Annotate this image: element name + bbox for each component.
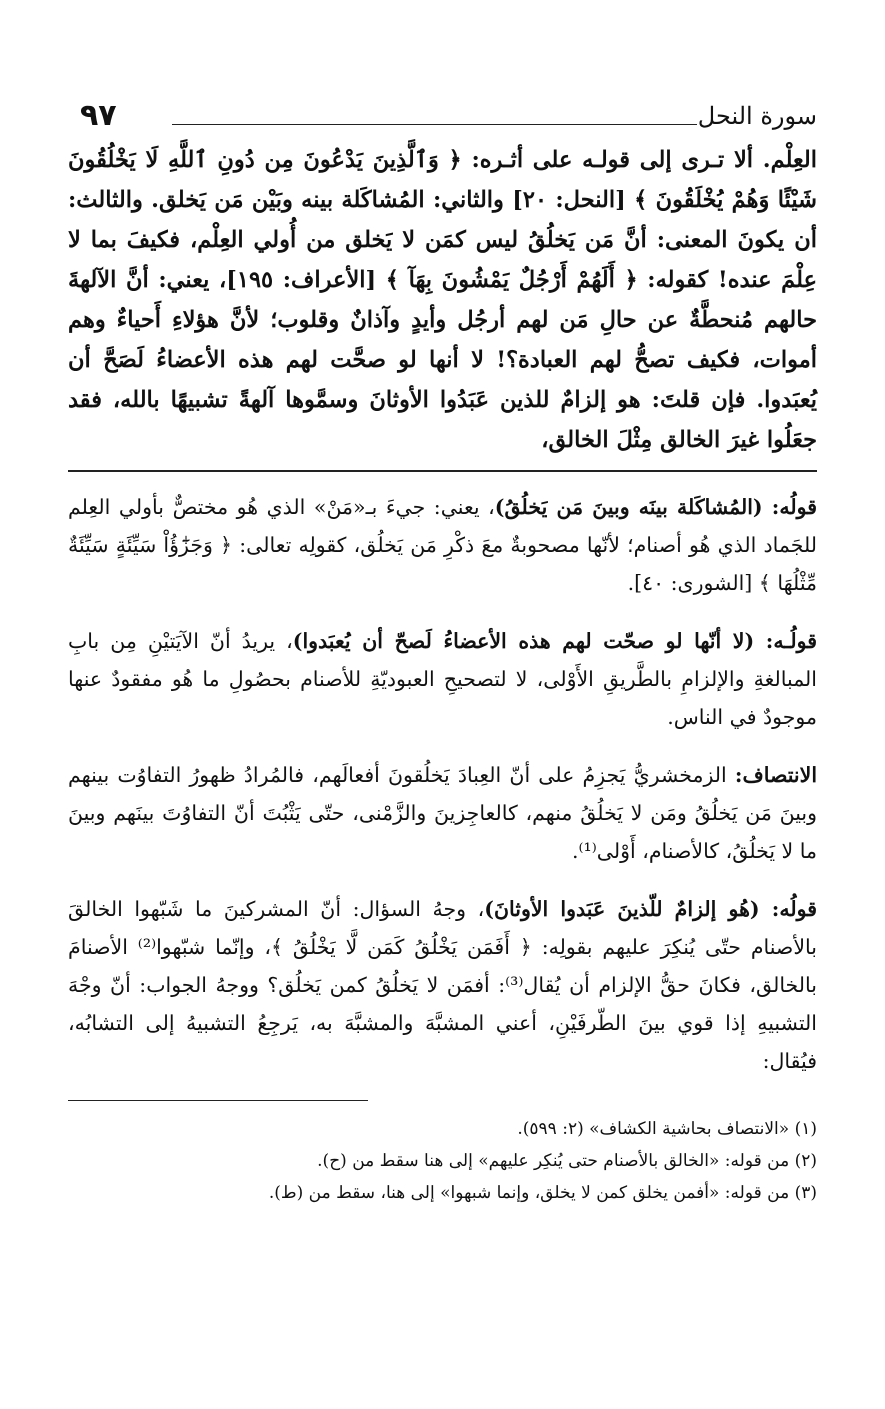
footnote-2: (٢) من قوله: «الخالق بالأصنام حتى يُنكِر عليهم» إلى هنا سقط من (ح). <box>317 1151 817 1171</box>
section-lead: قولُـه: (لا أنّها لو صحّت لهم هذه الأعضاءُ لَصحّ أن يُعبَدوا) <box>292 629 817 653</box>
main-commentary-text: العِلْم. ألا تـرى إلى قولـه على أثـره: ﴿ وَٱلَّذِينَ يَدْعُونَ مِن دُونِ ٱللَّهِ لَا يَخْلُقُونَ شَيْئًا وَهُمْ يُخْلَقُونَ ﴾ [النحل: ٢٠] والثاني: المُشاكَلة بينه وبَيْن مَن يَخلق. والثالث: أن يكونَ المعنى: أنَّ مَن يَخلُقُ ليس كمَن لا يَخلق من أُولي العِلْم، فكيفَ بما لا عِلْمَ عنده! كقوله: ﴿ أَلَهُمْ أَرْجُلٌ يَمْشُونَ بِهَآ ﴾ [الأعراف: ١٩٥]، يعني: أنَّ الآلهةَ حالهم مُنحطَّةٌ عن حالِ مَن لهم أرجُل وأيدٍ وآذانٌ وقلوب؛ لأنَّ هؤلاءِ أَحياءٌ وهم أموات، فكيف تصحُّ لهم العبادة؟! لا أنها لو صحَّت لهم هذه الأعضاءُ لَصَحَّ أن يُعبَدوا. فإن قلتَ: هو إلزامٌ للذين عَبَدُوا الأوثانَ وسمَّوها آلهةً تشبيهًا بالله، فقد جعَلُوا غيرَ الخالق مِثْلَ الخالق، <box>68 140 817 472</box>
running-header <box>68 92 817 140</box>
section-mushakala <box>68 488 817 602</box>
section-body: الزمخشريُّ يَجزِمُ على أنّ العِبادَ يَخلُقونَ أفعالَهم، فالمُرادُ ظهورُ التفاوُت بينهم وبينَ مَن يَخلُقُ ومَن لا يَخلُقُ منهم، كالعاجِزينَ والزَّمْنى، حتّى يَثْبُتَ أنّ التفاوُتَ بينَهم وبينَ ما لا يَخلُقُ، كالأصنام، أَوْلى⁽¹⁾. <box>68 763 817 863</box>
section-body: ، يعني: جيءَ بـ«مَنْ» الذي هُو مختصٌّ بأولي العِلم للجَماد الذي هُو أصنام؛ لأنّها مصحوبةٌ معَ ذكْرِ مَن يَخلُق، كقولِه تعالى: ﴿ وَجَزَٰٓؤُاْ سَيِّئَةٍ سَيِّئَةٌ مِّثْلُهَا ﴾ [الشورى: ٤٠]. <box>68 495 817 595</box>
footnote-3: (٣) من قوله: «أفمن يخلق كمن لا يخلق، وإنما شبهوا» إلى هنا، سقط من (ط). <box>268 1183 817 1203</box>
header-rule <box>172 124 697 125</box>
section-aadaa <box>68 622 817 736</box>
page-number: ٩٧ <box>80 98 117 133</box>
section-lead: الانتصاف: <box>734 763 818 787</box>
section-intisaf <box>68 756 817 870</box>
section-lead: قولُه: (المُشاكَلة بينَه وبينَ مَن يَخلُقُ) <box>494 495 817 519</box>
footnotes <box>68 1113 817 1209</box>
section-body: ، يريدُ أنّ الآيَتيْنِ مِن بابِ المبالغةِ والإلزامِ بالطَّريقِ الأَوْلى، لا لتصحيحِ العبوديّةِ للأصنام بحصُولِ ما هُو مفقودٌ عنها موجودٌ في الناس. <box>68 629 817 729</box>
footnote-1: (١) «الانتصاف بحاشية الكشاف» (٢: ٥٩٩). <box>517 1119 817 1139</box>
book-page <box>68 92 817 1209</box>
section-lead: قولُه: (هُو إلزامٌ للّذينَ عَبَدوا الأوثانَ) <box>484 897 817 921</box>
section-body: ، وجهُ السؤال: أنّ المشركينَ ما شَبّهوا الخالقَ بالأصنام حتّى يُنكِرَ عليهم بقولِه: ﴿ أَفَمَن يَخْلُقُ كَمَن لَّا يَخْلُقُ ﴾، وإنّما شبّهوا⁽²⁾ الأصنامَ بالخالق، فكانَ حقُّ الإلزام أن يُقال⁽³⁾: أفمَن لا يَخلُقُ كمن يَخلُق؟ ووجهُ الجواب: أنّ وجْهَ التشبيهِ إذا قوي بينَ الطّرفَيْنِ، أعني المشبَّهَ والمشبَّهَ به، يَرجِعُ التشبيهُ إلى التشابُه، فيُقال: <box>68 897 817 1073</box>
surah-title: سورة النحل <box>697 102 817 130</box>
section-ilzam <box>68 890 817 1080</box>
footnote-separator <box>68 1100 368 1101</box>
